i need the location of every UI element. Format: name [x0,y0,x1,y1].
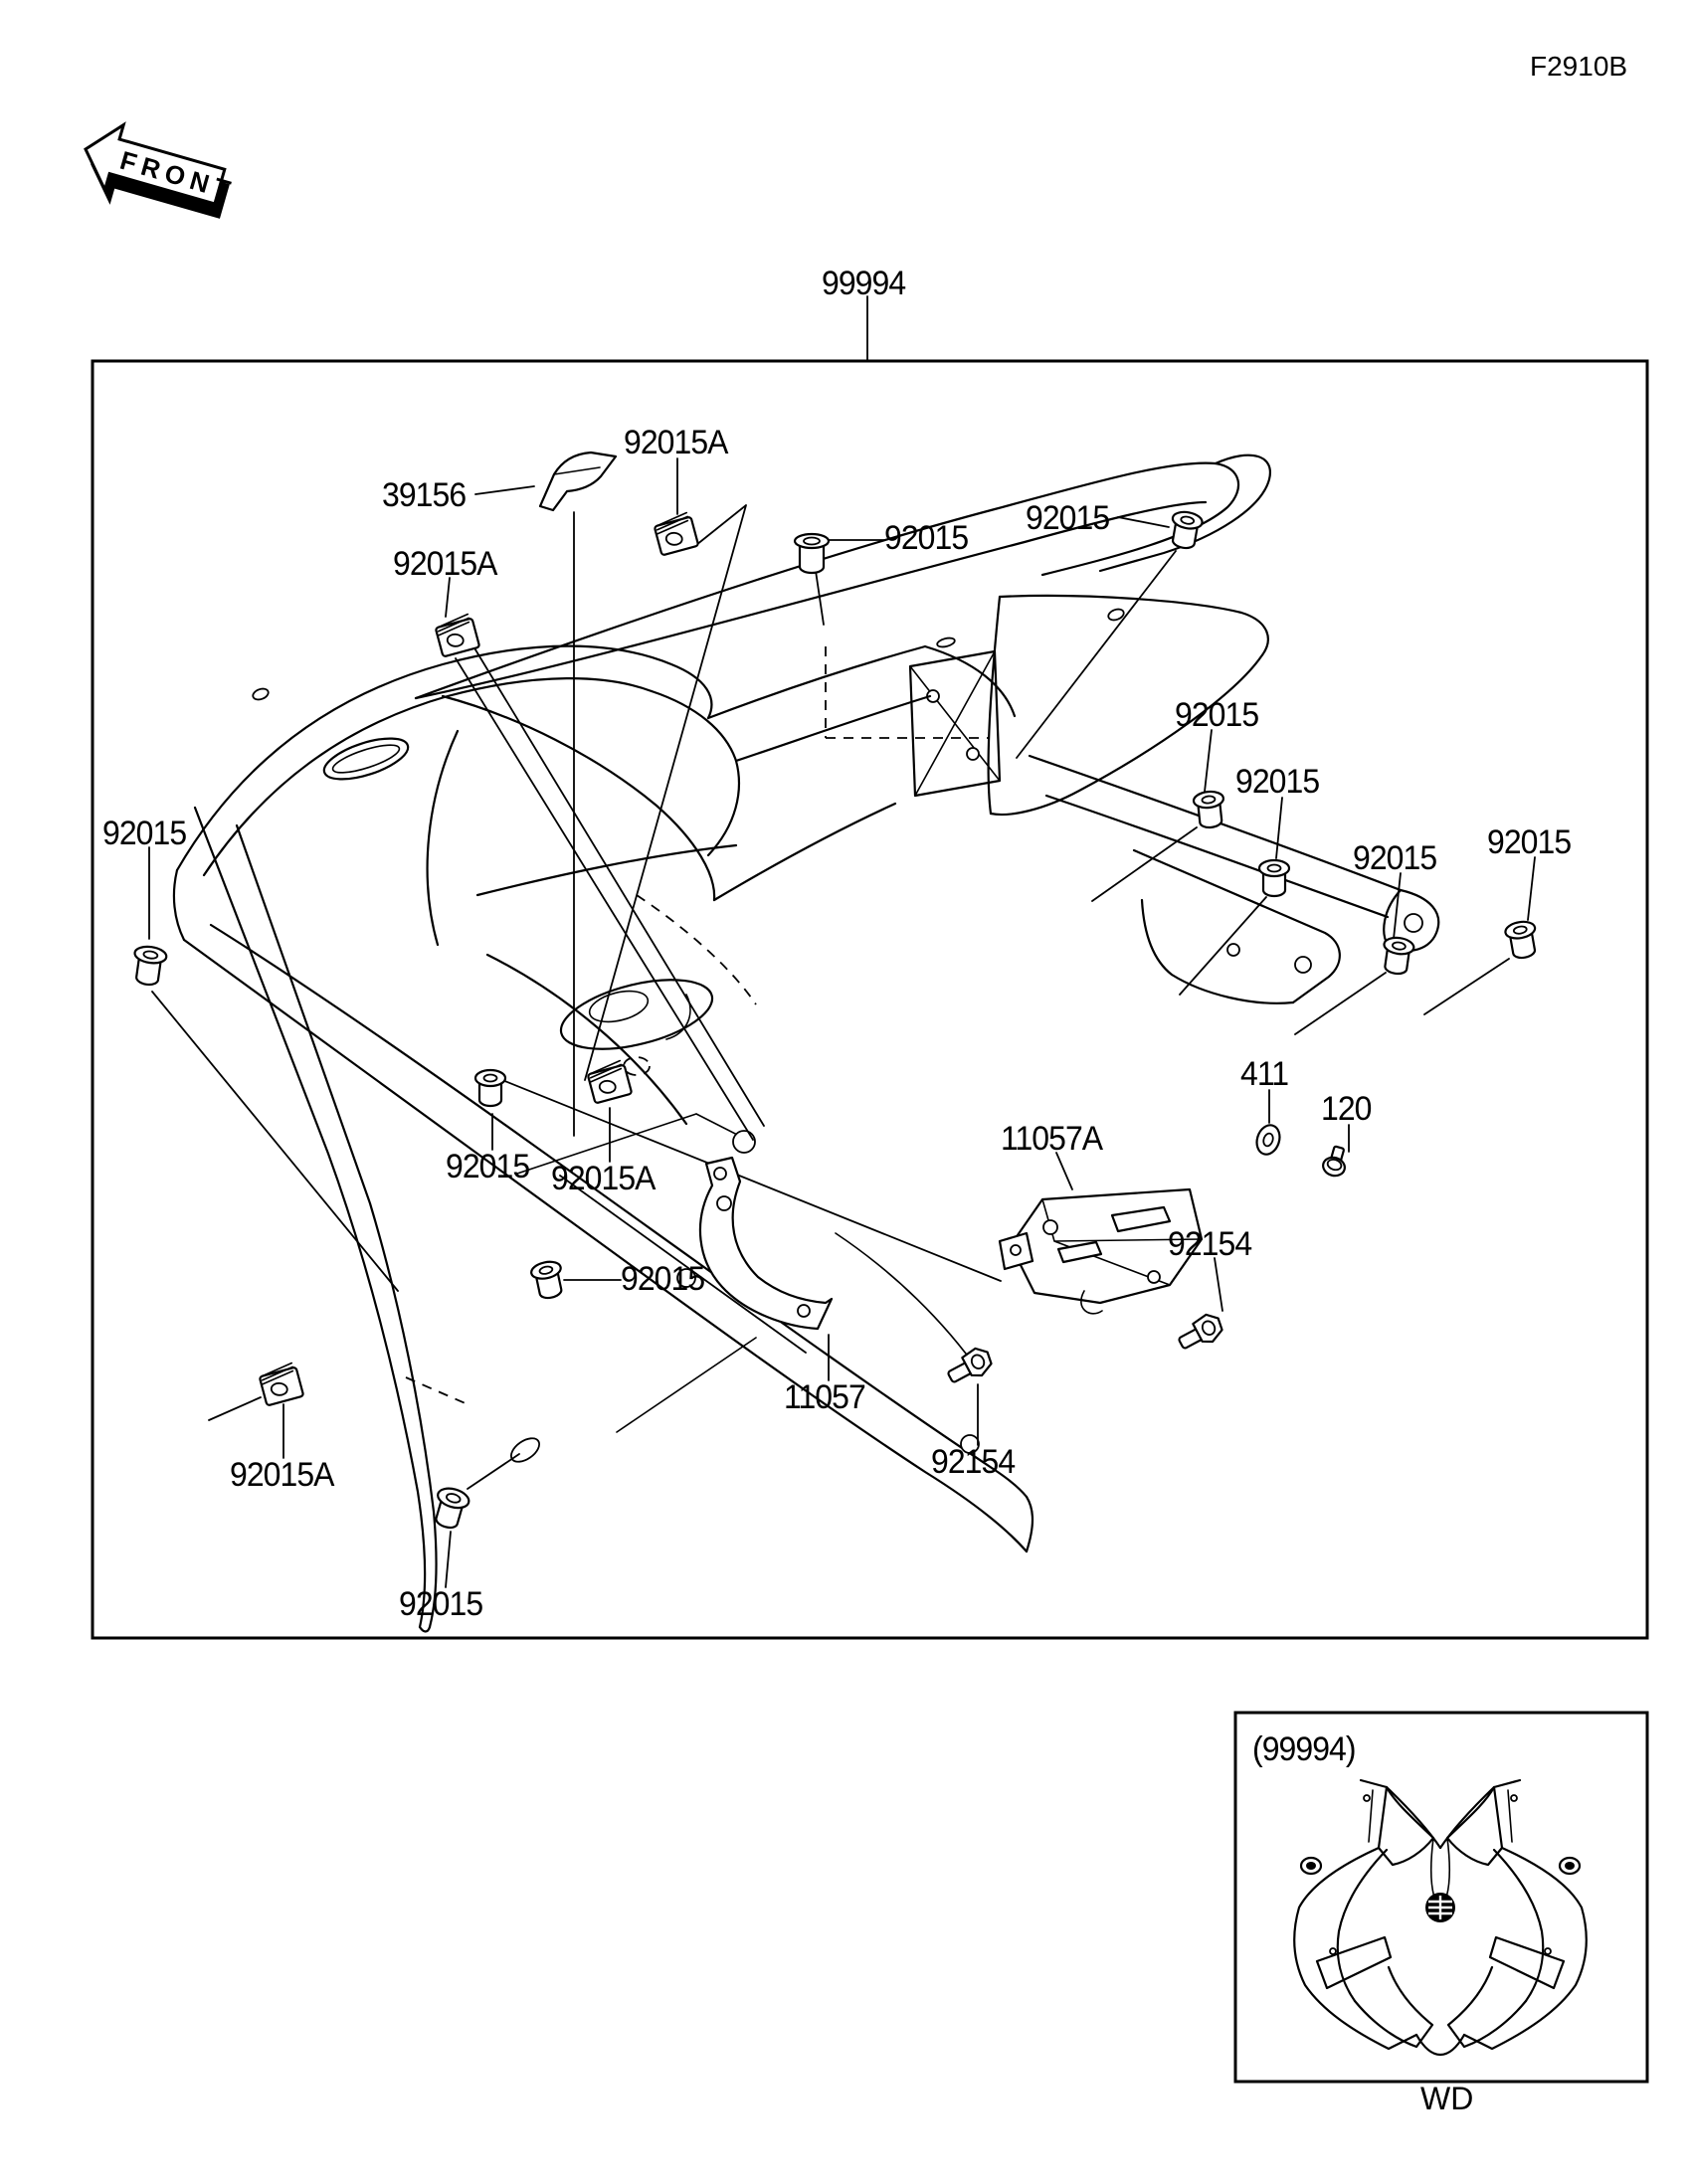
well-nut [795,534,829,573]
part-callout-bolt-lower: 92154 [931,1443,1016,1481]
part-callout-nut-right-d: 92015 [1487,823,1572,861]
front-arrow-label: FRONT [116,144,240,207]
well-nut [430,1485,471,1531]
brand-emblem [1425,1893,1455,1922]
cowling-artwork [174,455,1438,1632]
fastener-parts [130,453,1540,1532]
rubber-pad [540,453,616,510]
stay-bracket [700,1158,832,1329]
part-callout-assembly: 99994 [822,265,906,302]
well-nut [1193,791,1226,829]
clip-nut [258,1363,303,1406]
washer [1253,1122,1283,1157]
inset-cowling-front-view [1294,1780,1587,2055]
part-callout-clip-bottom-left: 92015A [230,1456,334,1494]
well-nut [1381,936,1415,976]
part-callout-clip-upper-left: 92015A [393,545,497,583]
well-nut [1504,920,1540,961]
inset-code-label: WD [1420,2081,1474,2116]
clip-nut [434,614,479,657]
part-callout-clip-pair-2: 92015A [551,1160,656,1197]
well-nut [130,945,167,987]
part-callout-nut-right-b: 92015 [1235,763,1320,801]
part-callout-nut-mid: 92015 [621,1260,705,1298]
part-callout-nut-top-right: 92015 [1026,499,1110,537]
front-arrow-icon [73,116,245,237]
part-callout-bolt-small: 120 [1321,1090,1372,1128]
part-callout-nut-bottom: 92015 [399,1585,483,1623]
clip-nut [586,1060,632,1104]
well-nut [1259,860,1289,896]
diagram-code: F2910B [1530,51,1628,82]
flange-bolt-small [1321,1145,1350,1179]
clip-nut [653,512,698,556]
part-callout-bracket-plate: 11057 [784,1378,865,1416]
part-callout-nut-top-mid: 92015 [884,519,969,557]
part-callout-pad: 39156 [382,476,467,514]
flange-bolt [1175,1311,1226,1356]
well-nut [475,1070,505,1106]
part-callout-nut-right-a: 92015 [1175,696,1259,734]
part-callout-nut-right-c: 92015 [1353,839,1437,877]
part-callout-bolt-upper: 92154 [1168,1225,1252,1263]
well-nut [530,1259,567,1300]
part-callout-nut-pair-1: 92015 [446,1148,530,1185]
part-callout-nut-left: 92015 [102,815,187,852]
well-nut [1168,510,1204,551]
part-callout-washer: 411 [1240,1055,1289,1093]
inset-ref-label: (99994) [1252,1730,1356,1768]
part-callout-clip-top-center: 92015A [624,424,728,461]
part-callout-bracket-latch: 11057A [1001,1120,1103,1158]
flange-bolt [944,1345,996,1389]
